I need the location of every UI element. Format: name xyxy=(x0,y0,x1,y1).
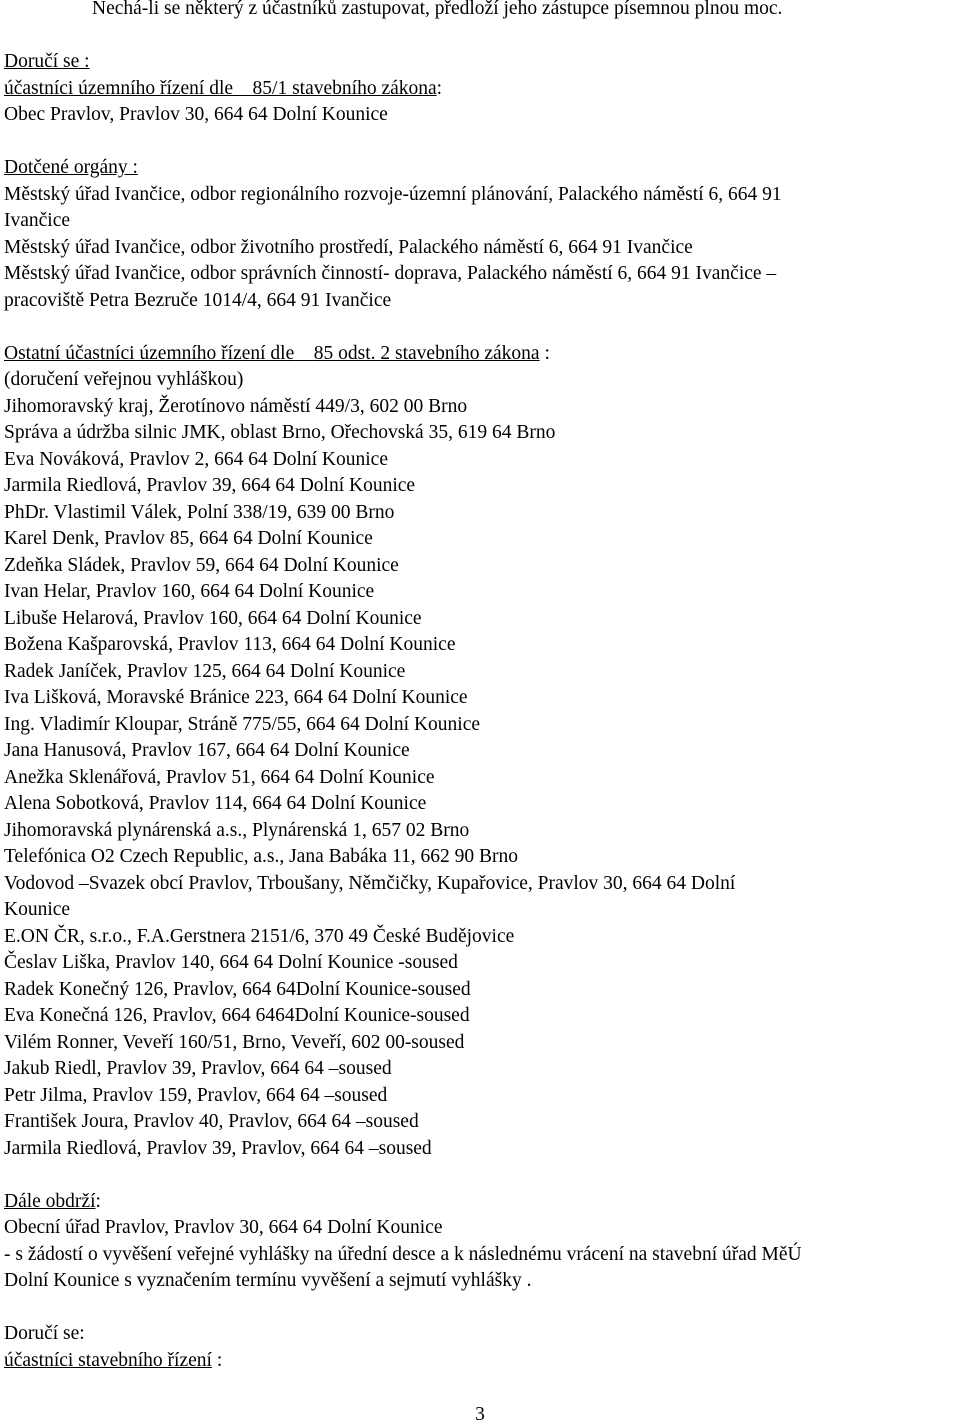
participant-line: Iva Lišková, Moravské Bránice 223, 664 64 Dolní Kounice xyxy=(4,687,468,708)
participant-line: E.ON ČR, s.r.o., F.A.Gerstnera 2151/6, 370 49 České Budějovice xyxy=(4,925,515,947)
spacer xyxy=(4,314,956,341)
participant-line: Karel Denk, Pravlov 85, 664 64 Dolní Kounice xyxy=(4,528,373,549)
participant-line: Jakub Riedl, Pravlov 39, Pravlov, 664 64 –soused xyxy=(4,1058,392,1079)
participant-line: Alena Sobotková, Pravlov 114, 664 64 Dolní Kounice xyxy=(4,793,427,814)
building-participants-label: účastníci stavebního řízení xyxy=(4,1349,212,1371)
participant-line: Eva Konečná 126, Pravlov, 664 6464Dolní Kounice-soused xyxy=(4,1005,470,1026)
other-participants-heading xyxy=(4,341,956,368)
spacer xyxy=(4,1162,956,1189)
participant-line: Ing. Vladimír Kloupar, Stráně 775/55, 664 64 Dolní Kounice xyxy=(4,713,480,735)
also-receive-list xyxy=(4,1215,956,1295)
also-receive-heading-text: Dále obdrží xyxy=(4,1190,96,1212)
authorities-heading xyxy=(4,155,956,182)
territorial-participants-ref: 85/1 stavebního zákona xyxy=(252,77,437,99)
spacer xyxy=(4,1295,956,1322)
participant-line: Radek Konečný 126, Pravlov, 664 64Dolní Kounice-soused xyxy=(4,978,471,1000)
participant-line: Božena Kašparovská, Pravlov 113, 664 64 Dolní Kounice xyxy=(4,634,456,655)
spacer xyxy=(4,23,956,50)
participant-line: Radek Janíček, Pravlov 125, 664 64 Dolní Kounice xyxy=(4,660,406,682)
participant-line: Správa a údržba silnic JMK, oblast Brno, Ořechovská 35, 619 64 Brno xyxy=(4,422,556,443)
participant-line: Vilém Ronner, Veveří 160/51, Brno, Veveří, 602 00-soused xyxy=(4,1031,465,1053)
page-number: 3 xyxy=(475,1404,485,1425)
other-participants-ref: 85 odst. 2 stavebního zákona xyxy=(313,342,540,364)
participant-line: Jarmila Riedlová, Pravlov 39, Pravlov, 664 64 –soused xyxy=(4,1137,432,1159)
other-participants-suffix: : xyxy=(539,342,550,364)
participant-line: Petr Jilma, Pravlov 159, Pravlov, 664 64 –soused xyxy=(4,1084,388,1106)
other-participants-label: Ostatní účastníci územního řízení dle xyxy=(4,342,295,364)
authority-line: Ivančice xyxy=(4,210,71,231)
also-receive-suffix: : xyxy=(95,1190,101,1212)
participant-line: PhDr. Vlastimil Válek, Polní 338/19, 639 00 Brno xyxy=(4,501,395,523)
recipient-line: Obec Pravlov, Pravlov 30, 664 64 Dolní Kounice xyxy=(4,104,388,125)
also-receive-line: - s žádostí o vyvěšení veřejné vyhlášky na úřední desce a k následnému vrácení na stavební úřad MěÚ xyxy=(4,1243,802,1265)
participant-line: Telefónica O2 Czech Republic, a.s., Jana Babáka 11, 662 90 Brno xyxy=(4,846,518,867)
territorial-participants-list xyxy=(4,102,956,129)
delivery2-heading xyxy=(4,1321,956,1348)
also-receive-line: Obecní úřad Pravlov, Pravlov 30, 664 64 Dolní Kounice xyxy=(4,1217,443,1238)
participant-line: Jarmila Riedlová, Pravlov 39, 664 64 Dolní Kounice xyxy=(4,475,416,496)
section-sign-gap xyxy=(233,78,253,99)
participant-line: Vodovod –Svazek obcí Pravlov, Trboušany, Němčičky, Kupařovice, Pravlov 30, 664 64 Dolní xyxy=(4,872,736,894)
authority-line: Městský úřad Ivančice, odbor regionálního rozvoje-územní plánování, Palackého náměstí 6, 664 91 xyxy=(4,183,782,205)
participant-line: Jihomoravský kraj, Žerotínovo náměstí 449/3, 602 00 Brno xyxy=(4,395,468,417)
territorial-participants-suffix: : xyxy=(436,77,443,99)
document-page xyxy=(4,0,956,1374)
section-sign-gap xyxy=(294,343,314,364)
participant-line: (doručení veřejnou vyhláškou) xyxy=(4,369,244,390)
delivery2-heading-text: Doručí se: xyxy=(4,1323,85,1344)
also-receive-line: Dolní Kounice s vyznačením termínu vyvěšení a sejmutí vyhlášky . xyxy=(4,1270,532,1291)
building-participants-suffix: : xyxy=(211,1349,223,1371)
participant-line: Jana Hanusová, Pravlov 167, 664 64 Dolní Kounice xyxy=(4,740,410,761)
other-participants-list xyxy=(4,367,956,1162)
authorities-list xyxy=(4,182,956,315)
authority-line: Městský úřad Ivančice, odbor životního prostředí, Palackého náměstí 6, 664 91 Ivančice xyxy=(4,236,693,258)
territorial-participants-heading xyxy=(4,76,956,103)
delivery-heading xyxy=(4,49,956,76)
participant-line: Anežka Sklenářová, Pravlov 51, 664 64 Dolní Kounice xyxy=(4,766,435,788)
authority-line: pracoviště Petra Bezruče 1014/4, 664 91 Ivančice xyxy=(4,289,392,311)
participant-line: Ivan Helar, Pravlov 160, 664 64 Dolní Kounice xyxy=(4,581,375,602)
building-participants-heading xyxy=(4,1348,956,1375)
participant-line: Eva Nováková, Pravlov 2, 664 64 Dolní Kounice xyxy=(4,448,388,470)
participant-line: Kounice xyxy=(4,899,71,920)
participant-line: Jihomoravská plynárenská a.s., Plynárenská 1, 657 02 Brno xyxy=(4,819,470,841)
also-receive-heading xyxy=(4,1189,956,1216)
participant-line: Libuše Helarová, Pravlov 160, 664 64 Dolní Kounice xyxy=(4,607,422,629)
authorities-heading-text: Dotčené orgány : xyxy=(4,157,138,178)
participant-line: Česlav Liška, Pravlov 140, 664 64 Dolní Kounice -soused xyxy=(4,952,458,973)
spacer xyxy=(4,129,956,156)
participant-line: František Joura, Pravlov 40, Pravlov, 664 64 –soused xyxy=(4,1111,419,1132)
territorial-participants-label: účastníci územního řízení dle xyxy=(4,77,234,99)
authority-line: Městský úřad Ivančice, odbor správních činností- doprava, Palackého náměstí 6, 664 91 Ivančice – xyxy=(4,263,777,284)
intro-text: Nechá-li se některý z účastníků zastupovat, předloží jeho zástupce písemnou plnou moc. xyxy=(92,0,783,19)
participant-line: Zdeňka Sládek, Pravlov 59, 664 64 Dolní Kounice xyxy=(4,554,399,576)
delivery-heading-text: Doručí se : xyxy=(4,51,90,72)
